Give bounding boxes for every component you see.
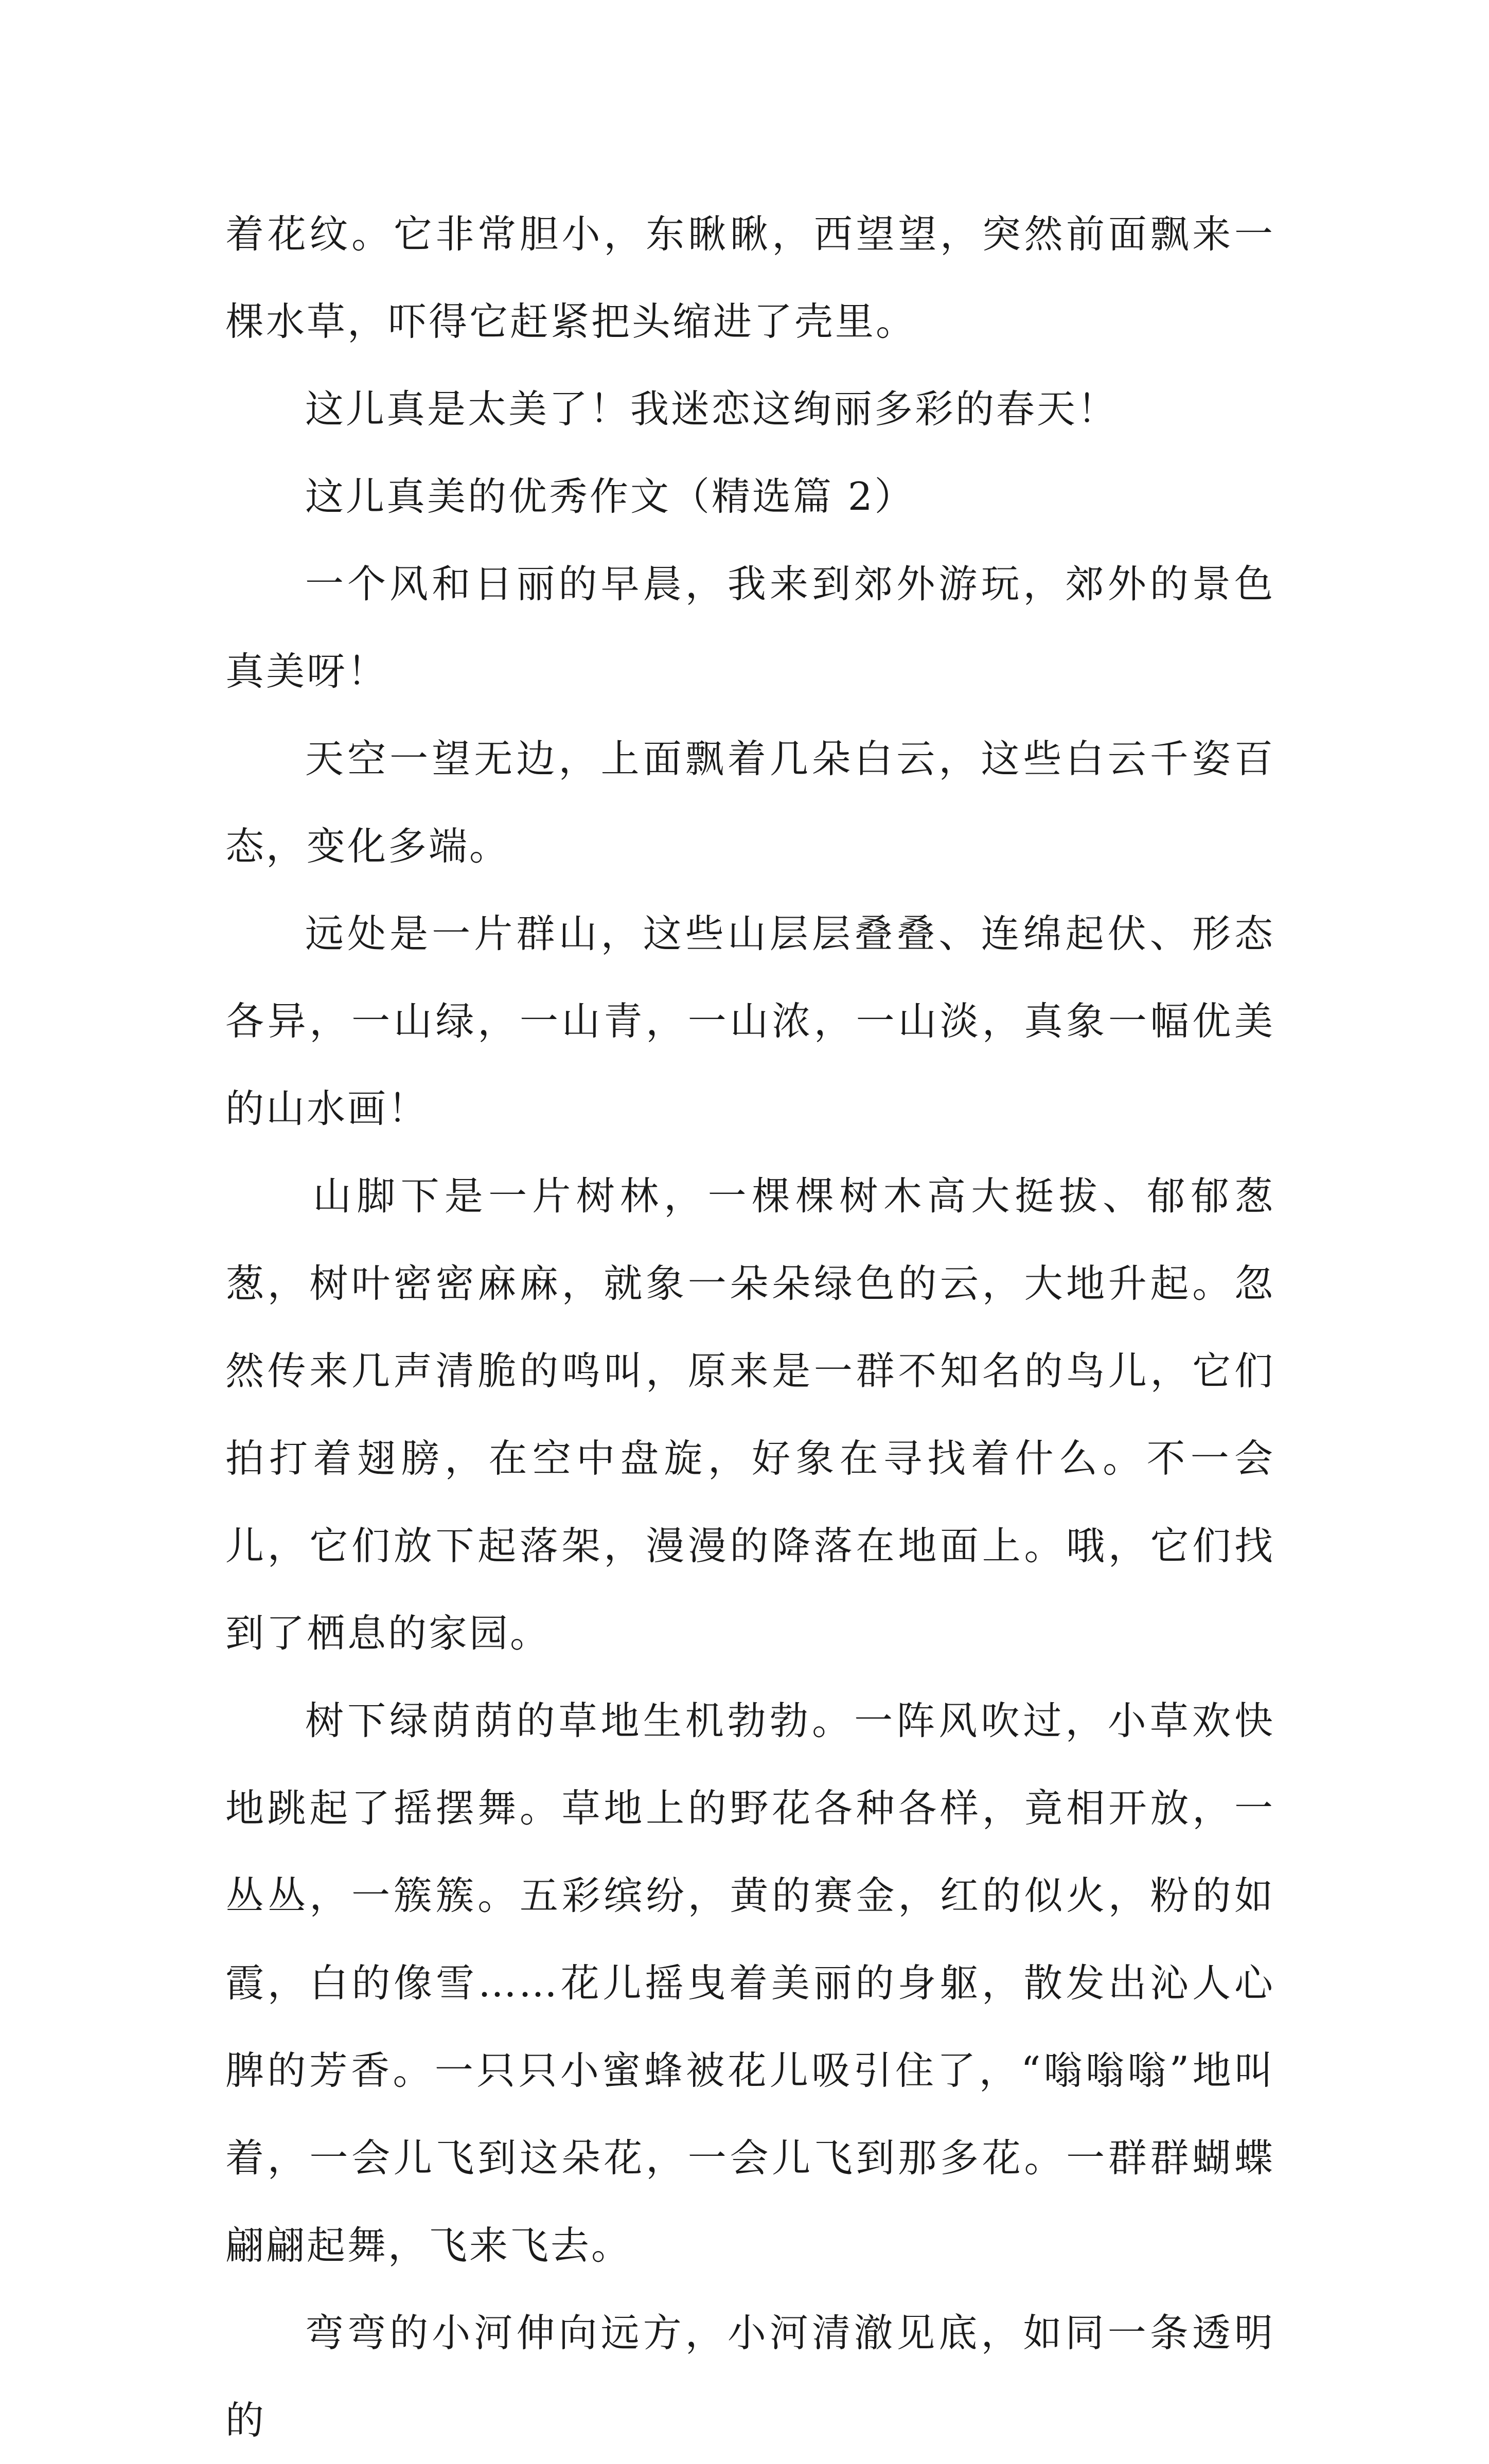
- paragraph-meadow: 树下绿荫荫的草地生机勃勃。一阵风吹过，小草欢快地跳起了摇摆舞。草地上的野花各种各样，竟相开放，一丛丛，一簇簇。五彩缤纷，黄的赛金，红的似火，粉的如霞，白的像雪……花儿摇曳着美丽的身躯，散发出沁人心脾的芳香。一只只小蜜蜂被花儿吸引住了，“嗡嗡嗡”地叫着，一会儿飞到这朵花，一会儿飞到那多花。一群群蝴蝶翩翩起舞，飞来飞去。: [225, 1698, 1275, 2268]
- paragraph-mountains: 远处是一片群山，这些山层层叠叠、连绵起伏、形态各异，一山绿，一山青，一山浓，一山淡，真象一幅优美的山水画！: [225, 911, 1275, 1131]
- paragraph-continued: 着花纹。它非常胆小，东瞅瞅，西望望，突然前面飘来一棵水草，吓得它赶紧把头缩进了壳里。: [225, 211, 1275, 344]
- section-heading: 这儿真美的优秀作文（精选篇 2）: [305, 474, 915, 519]
- paragraph-sky: 天空一望无边，上面飘着几朵白云，这些白云千姿百态，变化多端。: [225, 736, 1275, 869]
- essay-body: [225, 190, 1275, 2464]
- paragraph-morning: 一个风和日丽的早晨，我来到郊外游玩，郊外的景色真美呀！: [225, 561, 1275, 694]
- paragraph-exclamation: 这儿真是太美了！我迷恋这绚丽多彩的春天！: [305, 386, 1119, 432]
- paragraph-river: 弯弯的小河伸向远方，小河清澈见底，如同一条透明的: [225, 2310, 1275, 2443]
- paragraph-forest: 山脚下是一片树林，一棵棵树木高大挺拔、郁郁葱葱，树叶密密麻麻，就象一朵朵绿色的云，大地升起。忽然传来几声清脆的鸣叫，原来是一群不知名的鸟儿，它们拍打着翅膀，在空中盘旋，好象在寻找着什么。不一会儿，它们放下起落架，漫漫的降落在地面上。哦，它们找到了栖息的家园。: [225, 1173, 1275, 1656]
